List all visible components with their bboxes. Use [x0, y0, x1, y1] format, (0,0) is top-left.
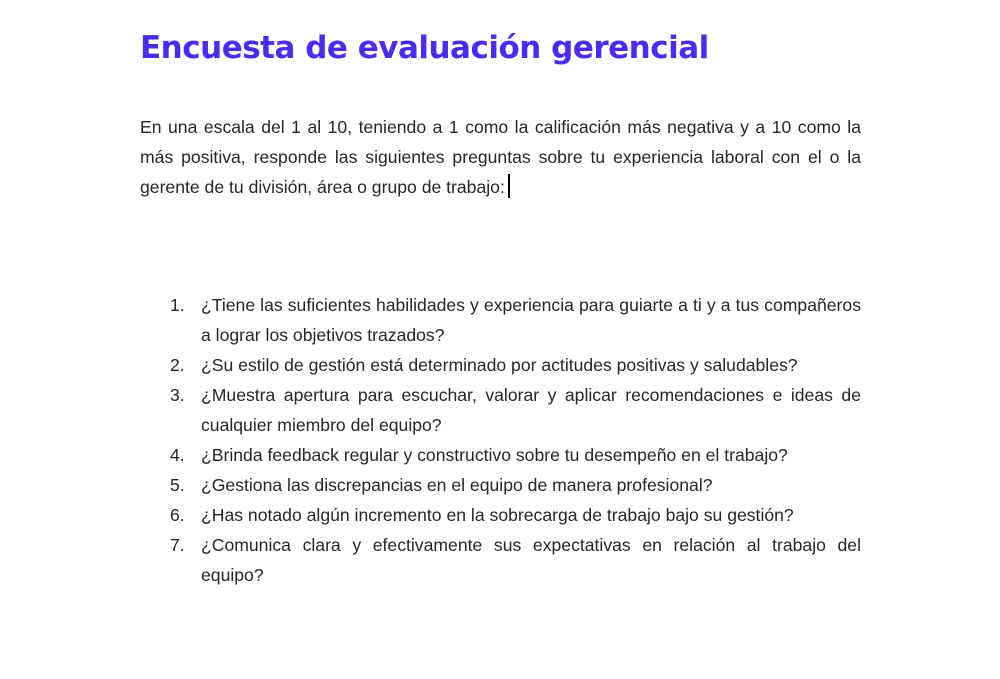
question-item-2: [140, 350, 861, 380]
question-text: ¿Su estilo de gestión está determinado por actitudes positivas y saludables?: [201, 355, 798, 375]
question-item-7: [140, 530, 861, 590]
question-text: ¿Has notado algún incremento en la sobrecarga de trabajo bajo su gestión?: [201, 505, 794, 525]
question-number: 6.: [170, 505, 185, 525]
question-text: ¿Comunica clara y efectivamente sus expectativas en relación al trabajo del equipo?: [201, 535, 861, 585]
question-text: ¿Gestiona las discrepancias en el equipo de manera profesional?: [201, 475, 713, 495]
question-number: 7.: [170, 535, 185, 555]
question-item-4: [140, 440, 861, 470]
question-number: 5.: [170, 475, 185, 495]
question-item-5: [140, 470, 861, 500]
question-text: ¿Brinda feedback regular y constructivo sobre tu desempeño en el trabajo?: [201, 445, 788, 465]
question-text: ¿Muestra apertura para escuchar, valorar y aplicar recomendaciones e ideas de cualquier miembro del equipo?: [201, 385, 861, 435]
intro-paragraph[interactable]: [140, 112, 861, 202]
question-item-3: [140, 380, 861, 440]
question-number: 3.: [170, 385, 185, 405]
question-number: 2.: [170, 355, 185, 375]
question-number: 1.: [170, 295, 185, 315]
question-item-6: [140, 500, 861, 530]
question-item-1: [140, 290, 861, 350]
question-text: ¿Tiene las suficientes habilidades y experiencia para guiarte a ti y a tus compañeros a lograr los objetivos trazados?: [201, 295, 861, 345]
question-list: [140, 290, 861, 590]
document-title: Encuesta de evaluación gerencial: [140, 30, 709, 66]
question-number: 4.: [170, 445, 185, 465]
intro-text: En una escala del 1 al 10, teniendo a 1 como la calificación más negativa y a 10 como la más positiva, responde las siguientes preguntas sobre tu experiencia laboral con el o la gerente de tu división, área o grupo de trabajo:: [140, 117, 861, 197]
text-cursor: [508, 174, 510, 198]
